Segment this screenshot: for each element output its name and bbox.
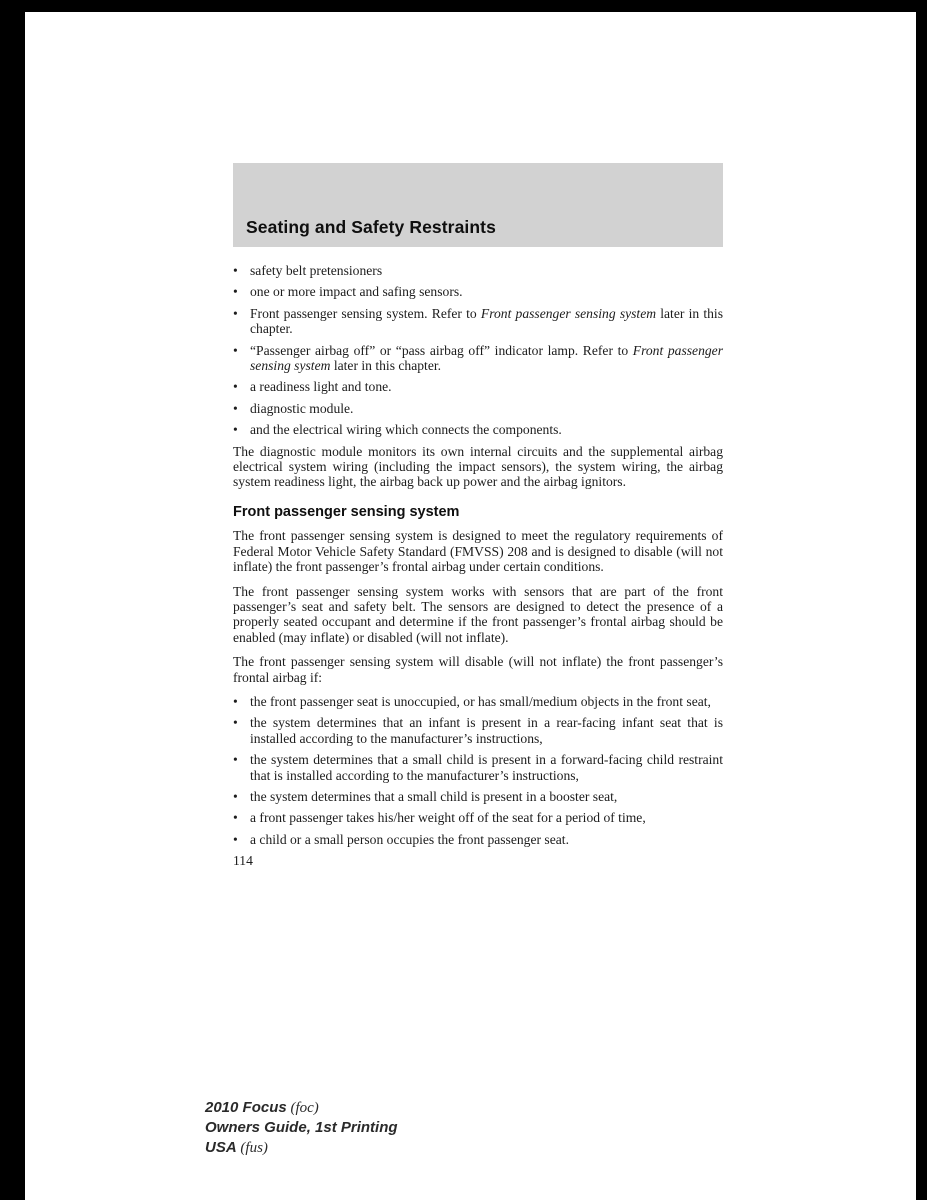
text-segment-italic: Front passenger sensing system [250, 342, 723, 374]
paragraph [233, 528, 723, 574]
text-segment: The front passenger sensing system is designed to meet the regulatory requirements of Federal Motor Vehicle Safety Standard (FMVSS) 208 and is designed to disable (will not inflate) the front passenger’s frontal airbag under certain conditions. [233, 528, 723, 575]
bullet-item [233, 343, 723, 374]
text-segment: a readiness light and tone. [250, 379, 392, 395]
bullet-item [233, 284, 723, 299]
bullet-icon: • [233, 263, 238, 278]
text-segment: The front passenger sensing system works with sensors that are part of the front passenger’s seat and safety belt. The sensors are designed to detect the presence of a properly seated occupant and determine if the front passenger’s frontal airbag should be enabled (may inflate) or disabled (will not inflate). [233, 583, 723, 645]
footer-guide-name: Owners Guide, 1st Printing [205, 1119, 398, 1136]
bullet-item [233, 401, 723, 416]
bullet-icon: • [233, 715, 238, 731]
paragraph [233, 444, 723, 490]
bullet-text [250, 715, 723, 746]
bullet-text [250, 306, 723, 337]
text-segment: The front passenger sensing system will disable (will not inflate) the front passenger’s frontal airbag if: [233, 654, 723, 685]
text-segment: Front passenger sensing system. Refer to [250, 305, 481, 321]
bullet-item [233, 694, 723, 709]
bullet-icon: • [233, 284, 238, 300]
bullet-item [233, 715, 723, 746]
text-segment: and the electrical wiring which connects the components. [250, 422, 562, 438]
bullet-icon: • [233, 422, 238, 438]
footer-line-guide [205, 1118, 398, 1138]
bullet-text [250, 379, 723, 394]
text-segment: later in this chapter. [250, 305, 723, 337]
footer-region-code: (fus) [236, 1140, 268, 1156]
chapter-header [233, 163, 723, 247]
page-number: 114 [233, 853, 253, 869]
bullet-text [250, 284, 723, 299]
chapter-title: Seating and Safety Restraints [246, 217, 496, 237]
bullet-icon: • [233, 831, 238, 847]
bullet-item [233, 789, 723, 804]
bullet-item [233, 422, 723, 437]
text-segment: a child or a small person occupies the front passenger seat. [250, 831, 569, 847]
print-footer [205, 1098, 398, 1158]
text-segment: the system determines that a small child is present in a booster seat, [250, 788, 618, 804]
bullet-item [233, 832, 723, 847]
content-blocks [233, 263, 723, 847]
bullet-item [233, 306, 723, 337]
text-segment: “Passenger airbag off” or “pass airbag off” indicator lamp. Refer to [250, 342, 633, 358]
text-segment: the front passenger seat is unoccupied, or has small/medium objects in the front seat, [250, 693, 711, 709]
bullet-icon: • [233, 693, 238, 709]
footer-line-region [205, 1138, 398, 1158]
bullet-icon: • [233, 379, 238, 395]
bullet-text [250, 789, 723, 804]
bullet-icon: • [233, 752, 238, 768]
bullet-item [233, 810, 723, 825]
footer-model-code: (foc) [286, 1100, 319, 1116]
text-segment: the system determines that an infant is present in a rear-facing infant seat that is installed according to the manufacturer’s instructions, [250, 715, 723, 746]
bullet-item [233, 379, 723, 394]
text-segment: Front passenger sensing system [233, 503, 460, 520]
text-segment-italic: Front passenger sensing system [480, 305, 657, 321]
bullet-text [250, 694, 723, 709]
bullet-text [250, 832, 723, 847]
bullet-text [250, 343, 723, 374]
paragraph [233, 654, 723, 685]
bullet-icon: • [233, 305, 238, 321]
bullet-text [250, 422, 723, 437]
text-segment: later in this chapter. [330, 358, 442, 374]
bullet-text [250, 263, 723, 278]
bullet-item [233, 752, 723, 783]
bullet-item [233, 263, 723, 278]
text-segment: safety belt pretensioners [250, 263, 383, 278]
footer-region-name: USA [205, 1139, 237, 1156]
bullet-icon: • [233, 810, 238, 826]
text-segment: the system determines that a small child is present in a forward-facing child restraint that is installed according to the manufacturer’s instructions, [250, 752, 723, 783]
text-segment: diagnostic module. [250, 400, 354, 416]
bullet-icon: • [233, 400, 238, 416]
bullet-text [250, 752, 723, 783]
bullet-icon: • [233, 788, 238, 804]
text-segment: a front passenger takes his/her weight off of the seat for a period of time, [250, 810, 646, 826]
bullet-icon: • [233, 342, 238, 358]
page-content [233, 263, 723, 869]
text-segment: The diagnostic module monitors its own internal circuits and the supplemental airbag electrical system wiring (including the impact sensors), the system wiring, the airbag system readiness light, the airbag back up power and the airbag ignitors. [233, 443, 723, 490]
footer-model-name: 2010 Focus [205, 1099, 287, 1116]
bullet-text [250, 810, 723, 825]
footer-line-model [205, 1098, 398, 1118]
section-heading [233, 505, 723, 520]
bullet-text [250, 401, 723, 416]
paragraph [233, 584, 723, 646]
text-segment: one or more impact and safing sensors. [250, 284, 463, 300]
